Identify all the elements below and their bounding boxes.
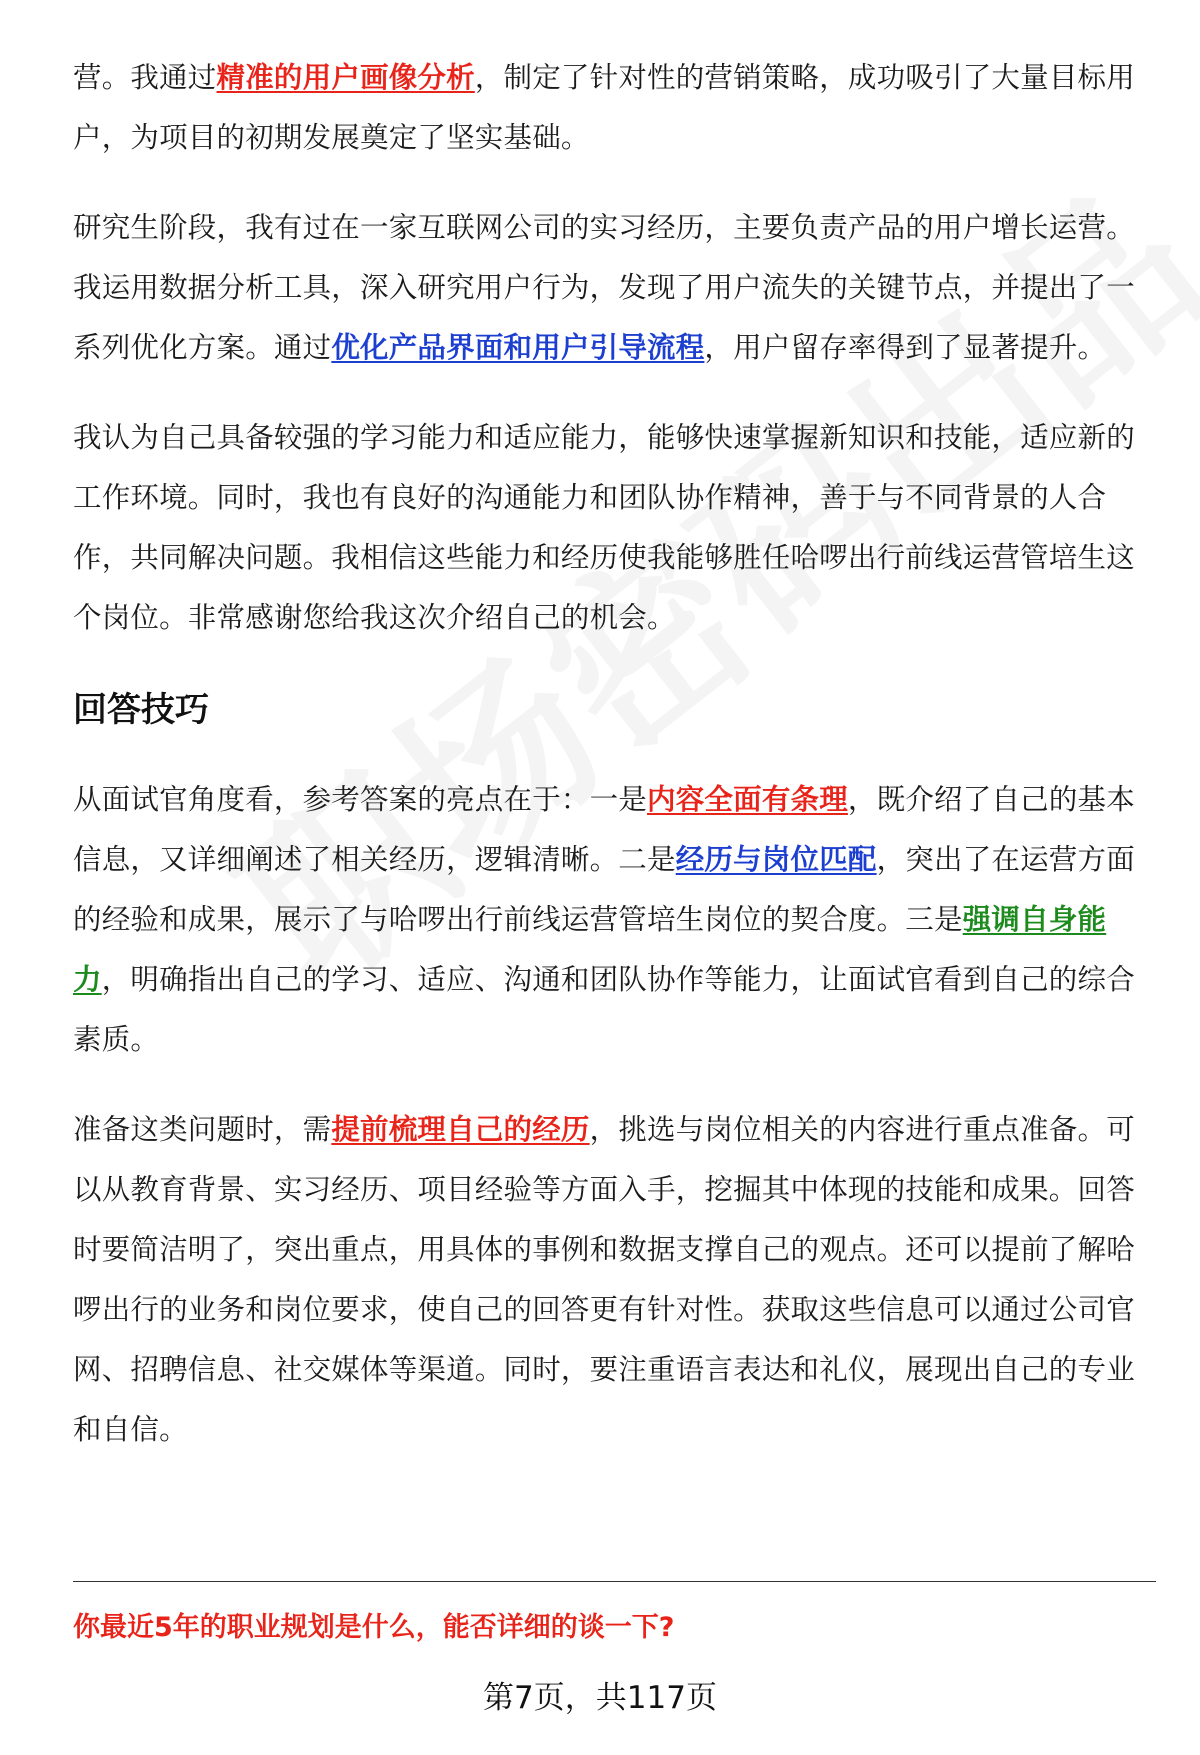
tip-paragraphs bbox=[73, 770, 1145, 1460]
paragraph-intro-2 bbox=[73, 198, 1145, 378]
text-segment: ，明确指出自己的学习、适应、沟通和团队协作等能力，让面试官看到自己的综合素质。 bbox=[73, 963, 1135, 1056]
document-body bbox=[73, 48, 1145, 1460]
text-segment: ，挑选与岗位相关的内容进行重点准备。可以从教育背景、实习经历、项目经验等方面入手，挖掘其中体现的技能和成果。回答时要简洁明了，突出重点，用具体的事例和数据支撑自己的观点。还可以提前了解哈啰出行的业务和岗位要求，使自己的回答更有针对性。获取这些信息可以通过公司官网、招聘信息、社交媒体等渠道。同时，要注重语言表达和礼仪，展现出自己的专业和自信。 bbox=[73, 1113, 1135, 1446]
section-heading: 回答技巧 bbox=[73, 690, 209, 730]
text-segment: ，既介绍了自己的基本信息，又详细阐述了相关经历，逻辑清晰。二是 bbox=[73, 783, 1135, 876]
text-segment: ，突出了在运营方面的经验和成果，展示了与哈啰出行前线运营管培生岗位的契合度。三是 bbox=[73, 843, 1135, 936]
paragraph-intro-1 bbox=[73, 48, 1145, 168]
highlight-blue: 优化产品界面和用户引导流程 bbox=[331, 331, 705, 364]
text-segment: 研究生阶段，我有过在一家互联网公司的实习经历，主要负责产品的用户增长运营。我运用数据分析工具，深入研究用户行为，发现了用户流失的关键节点，并提出了一系列优化方案。通过 bbox=[73, 211, 1135, 364]
text-segment: 我认为自己具备较强的学习能力和适应能力，能够快速掌握新知识和技能，适应新的工作环境。同时，我也有良好的沟通能力和团队协作精神，善于与不同背景的人合作，共同解决问题。我相信这些能力和经历使我能够胜任哈啰出行前线运营管培生这个岗位。非常感谢您给我这次介绍自己的机会。 bbox=[73, 421, 1135, 634]
highlight-green: 强调自身能力 bbox=[73, 903, 1107, 996]
text-segment: ，用户留存率得到了显著提升。 bbox=[704, 331, 1107, 364]
paragraph-intro-3 bbox=[73, 408, 1145, 648]
page-footer: 第7页，共117页 bbox=[483, 1680, 717, 1716]
paragraph-tip-1 bbox=[73, 770, 1145, 1070]
highlight-red: 精准的用户画像分析 bbox=[216, 61, 475, 94]
paragraph-tip-2 bbox=[73, 1100, 1145, 1460]
intro-paragraphs bbox=[73, 48, 1145, 648]
divider bbox=[73, 1581, 1156, 1582]
highlight-blue: 经历与岗位匹配 bbox=[675, 843, 877, 876]
text-segment: 营。我通过 bbox=[73, 61, 217, 94]
next-question: 你最近5年的职业规划是什么，能否详细的谈一下? bbox=[73, 1612, 675, 1643]
highlight-red: 内容全面有条理 bbox=[647, 783, 848, 816]
highlight-red: 提前梳理自己的经历 bbox=[331, 1113, 590, 1146]
text-segment: 从面试官角度看，参考答案的亮点在于：一是 bbox=[73, 783, 648, 816]
text-segment: ，制定了针对性的营销策略，成功吸引了大量目标用户，为项目的初期发展奠定了坚实基础。 bbox=[73, 61, 1135, 154]
text-segment: 准备这类问题时，需 bbox=[73, 1113, 332, 1146]
